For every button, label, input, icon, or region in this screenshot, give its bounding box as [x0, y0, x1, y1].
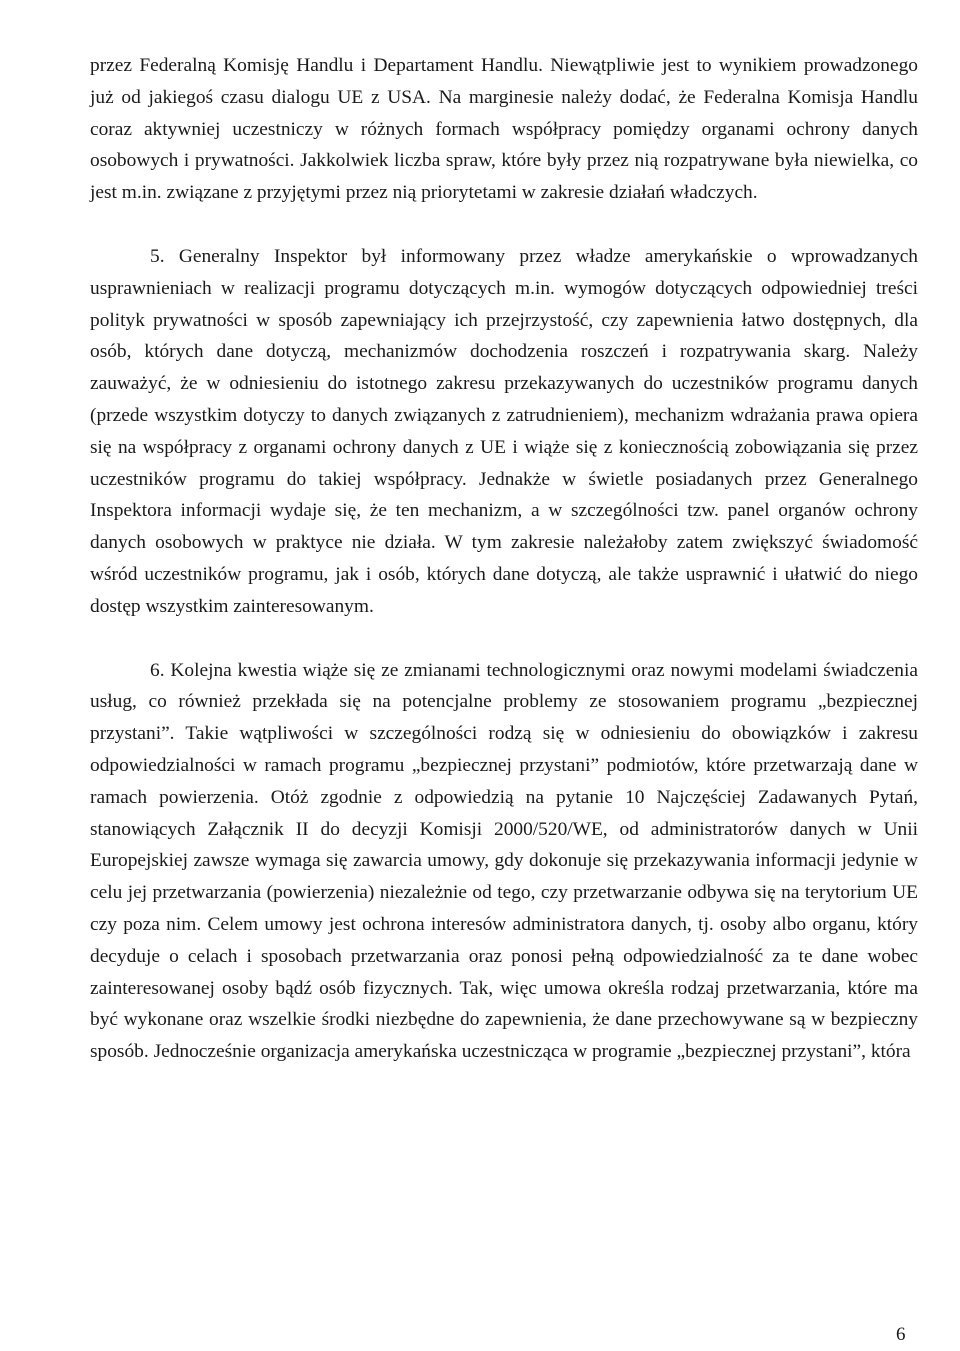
page-number: 6 — [896, 1324, 906, 1345]
paragraph-continuation: przez Federalną Komisję Handlu i Departament Handlu. Niewątpliwie jest to wynikiem prowadzonego już od jakiegoś czasu dialogu UE z USA. Na marginesie należy dodać, że Federalna Komisja Handlu coraz aktywniej uczestniczy w różnych formach współpracy pomiędzy organami ochrony danych osobowych i prywatności. Jakkolwiek liczba spraw, które były przez nią rozpatrywane była niewielka, co jest m.in. związane z przyjętymi przez nią priorytetami w zakresie działań władczych. — [90, 55, 918, 204]
paragraph-spacer — [90, 623, 918, 655]
document-page — [90, 50, 918, 1068]
paragraph-6: 6. Kolejna kwestia wiąże się ze zmianami technologicznymi oraz nowymi modelami świadczenia usług, co również przekłada się na potencjalne problemy ze stosowaniem programu „bezpiecznej przystani”. Takie wątpliwości w szczególności rodzą się w odniesieniu do obowiązków i zakresu odpowiedzialności w ramach programu „bezpiecznej przystani” podmiotów, które przetwarzają dane w ramach powierzenia. Otóż zgodnie z odpowiedzią na pytanie 10 Najczęściej Zadawanych Pytań, stanowiących Załącznik II do decyzji Komisji 2000/520/WE, od administratorów danych w Unii Europejskiej zawsze wymaga się zawarcia umowy, gdy dokonuje się przekazywania informacji jedynie w celu jej przetwarzania (powierzenia) niezależnie od tego, czy przetwarzanie odbywa się na terytorium UE czy poza nim. Celem umowy jest ochrona interesów administratora danych, tj. osoby albo organu, który decyduje o celach i sposobach przetwarzania oraz ponosi pełną odpowiedzialność za te dane wobec zainteresowanej osoby bądź osób fizycznych. Tak, więc umowa określa rodzaj przetwarzania, które ma być wykonane oraz wszelkie środki niezbędne do zapewnienia, że dane przechowywane są w bezpieczny sposób. Jednocześnie organizacja amerykańska uczestnicząca w programie „bezpiecznej przystani”, która — [90, 659, 918, 1063]
paragraph-spacer — [90, 209, 918, 241]
paragraph-5: 5. Generalny Inspektor był informowany przez władze amerykańskie o wprowadzanych usprawnieniach w realizacji programu dotyczących m.in. wymogów dotyczących odpowiedniej treści polityk prywatności w sposób zapewniający ich przejrzystość, czy zapewnienia łatwo dostępnych, dla osób, których dane dotyczą, mechanizmów dochodzenia roszczeń i rozpatrywania skarg. Należy zauważyć, że w odniesieniu do istotnego zakresu przekazywanych do uczestników programu danych (przede wszystkim dotyczy to danych związanych z zatrudnieniem), mechanizm wdrażania prawa opiera się na współpracy z organami ochrony danych z UE i wiąże się z koniecznością zobowiązania się przez uczestników programu do takiej współpracy. Jednakże w świetle posiadanych przez Generalnego Inspektora informacji wydaje się, że ten mechanizm, a w szczególności tzw. panel organów ochrony danych osobowych w praktyce nie działa. W tym zakresie należałoby zatem zwiększyć świadomość wśród uczestników programu, jak i osób, których dane dotyczą, ale także usprawnić i ułatwić do niego dostęp wszystkim zainteresowanym. — [90, 245, 918, 617]
